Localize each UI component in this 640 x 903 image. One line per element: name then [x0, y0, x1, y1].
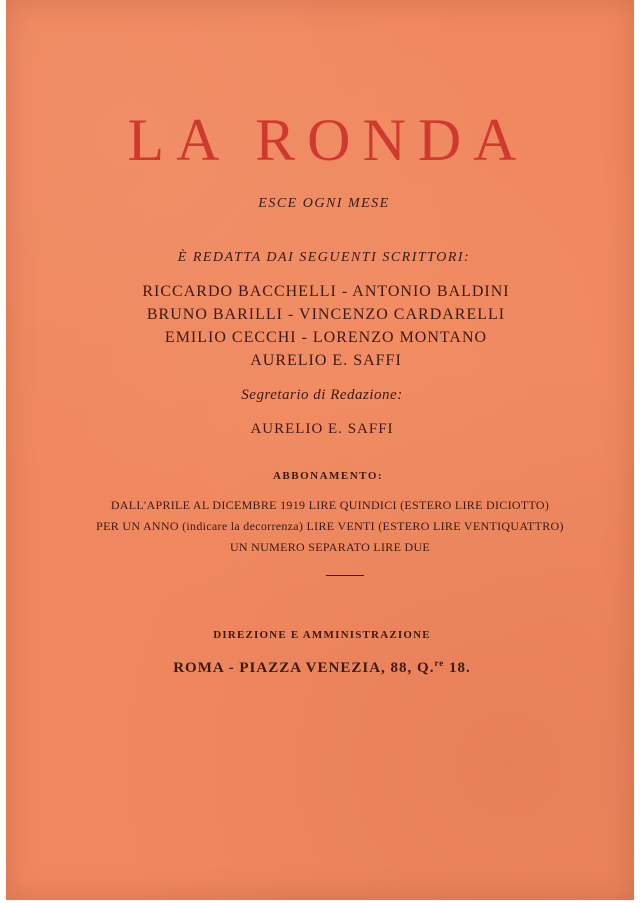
secretary-label: Segretario di Redazione:: [241, 387, 403, 403]
subscription-line: PER UN ANNO (indicare la decorrenza) LIRE VENTI (ESTERO LIRE VENTIQUATTRO): [96, 519, 564, 533]
address-end: 18.: [444, 660, 471, 676]
management-heading: DIREZIONE E AMMINISTRAZIONE: [213, 629, 431, 641]
address-text: ROMA - PIAZZA VENEZIA, 88, Q.: [173, 660, 435, 676]
subscription-line: DALL'APRILE AL DICEMBRE 1919 LIRE QUINDICI (ESTERO LIRE DICIOTTO): [110, 498, 550, 512]
frequency-note: ESCE OGNI MESE: [258, 196, 390, 211]
writer-line: RICCARDO BACCHELLI - ANTONIO BALDINI: [142, 283, 510, 300]
secretary-name: AURELIO E. SAFFI: [250, 421, 394, 437]
subscription-heading: ABBONAMENTO:: [272, 470, 384, 482]
subscription-line: UN NUMERO SEPARATO LIRE DUE: [229, 540, 431, 554]
writer-line: AURELIO E. SAFFI: [250, 352, 402, 369]
divider: [326, 575, 364, 576]
writer-line: BRUNO BARILLI - VINCENZO CARDARELLI: [146, 306, 506, 323]
magazine-title: LA RONDA: [127, 107, 529, 173]
management-address: [2, 658, 640, 677]
address-superscript: re: [434, 658, 445, 668]
writer-line: EMILIO CECCHI - LORENZO MONTANO: [164, 329, 488, 346]
writers-intro: È REDATTA DAI SEGUENTI SCRITTORI:: [177, 250, 471, 265]
